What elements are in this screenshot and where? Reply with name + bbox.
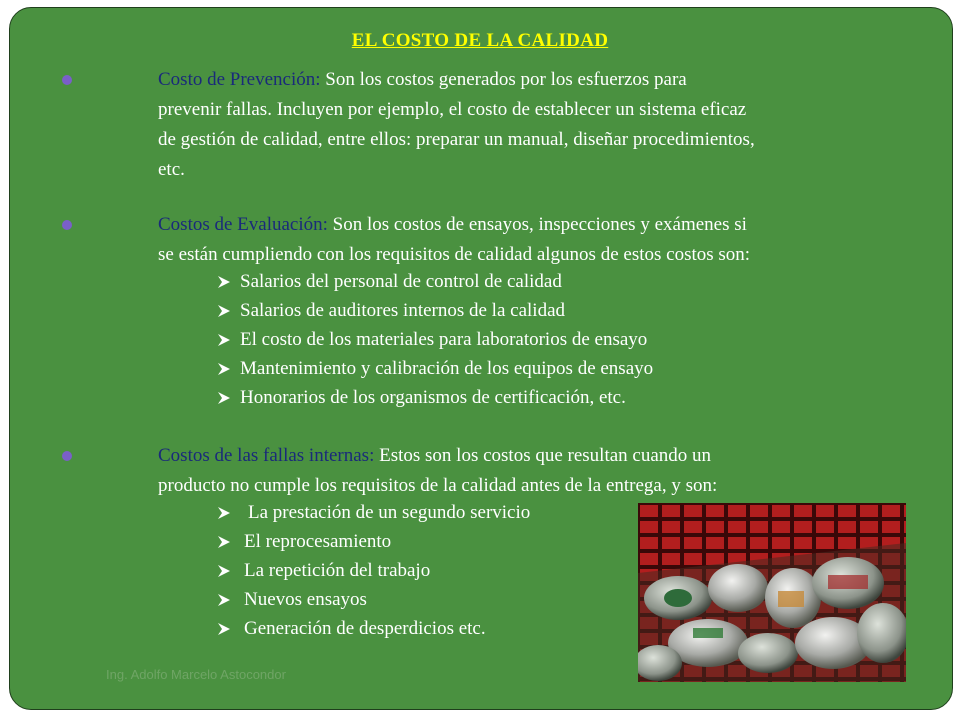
internal-failures-paragraph bbox=[158, 441, 928, 501]
round-bullet-icon bbox=[62, 220, 72, 230]
evaluation-term: Costos de Evaluación: bbox=[158, 214, 328, 235]
arrowhead-icon bbox=[218, 594, 230, 606]
arrowhead-icon bbox=[218, 507, 230, 519]
author-footer: Ing. Adolfo Marcelo Astocondor bbox=[106, 667, 286, 682]
arrowhead-icon bbox=[218, 392, 230, 404]
internal-failures-item: La repetición del trabajo bbox=[218, 556, 430, 586]
internal-failures-item: Nuevos ensayos bbox=[218, 585, 367, 615]
internal-failures-item: La prestación de un segundo servicio bbox=[218, 498, 530, 528]
evaluation-text: Son los costos de ensayos, inspecciones y exámenes si bbox=[327, 214, 747, 235]
internal-failures-text: Estos son los costos que resultan cuando un bbox=[374, 445, 712, 466]
evaluation-line-1 bbox=[158, 210, 928, 240]
arrowhead-icon bbox=[218, 565, 230, 577]
evaluation-paragraph bbox=[158, 210, 928, 270]
prevention-line-3: de gestión de calidad, entre ellos: preparar un manual, diseñar procedimientos, bbox=[158, 129, 755, 150]
prevention-line-2: prevenir fallas. Incluyen por ejemplo, el costo de establecer un sistema eficaz bbox=[158, 99, 747, 120]
prevention-text: Son los costos generados por los esfuerzos para bbox=[320, 69, 687, 90]
arrowhead-icon bbox=[218, 334, 230, 346]
internal-failures-line-2: producto no cumple los requisitos de la calidad antes de la entrega, y son: bbox=[158, 475, 718, 496]
arrowhead-icon bbox=[218, 536, 230, 548]
slide-title: EL COSTO DE LA CALIDAD bbox=[351, 30, 609, 51]
evaluation-item: Salarios de auditores internos de la calidad bbox=[218, 296, 565, 326]
round-bullet-icon bbox=[62, 451, 72, 461]
discarded-cans-photo bbox=[638, 503, 906, 682]
arrowhead-icon bbox=[218, 276, 230, 288]
evaluation-item: Salarios del personal de control de calidad bbox=[218, 267, 562, 297]
internal-failures-item: Generación de desperdicios etc. bbox=[218, 614, 486, 644]
arrowhead-icon bbox=[218, 363, 230, 375]
prevention-line-4: etc. bbox=[158, 159, 185, 180]
evaluation-line-2: se están cumpliendo con los requisitos de calidad algunos de estos costos son: bbox=[158, 244, 751, 265]
internal-failures-item: El reprocesamiento bbox=[218, 527, 391, 557]
prevention-line-1 bbox=[158, 65, 928, 95]
internal-failures-line-1 bbox=[158, 441, 928, 471]
prevention-paragraph bbox=[158, 65, 928, 185]
evaluation-item: Honorarios de los organismos de certificación, etc. bbox=[218, 383, 626, 413]
arrowhead-icon bbox=[218, 623, 230, 635]
prevention-term: Costo de Prevención: bbox=[158, 69, 321, 90]
evaluation-item: Mantenimiento y calibración de los equipos de ensayo bbox=[218, 354, 653, 384]
internal-failures-term: Costos de las fallas internas: bbox=[158, 445, 375, 466]
evaluation-item: El costo de los materiales para laboratorios de ensayo bbox=[218, 325, 647, 355]
arrowhead-icon bbox=[218, 305, 230, 317]
round-bullet-icon bbox=[62, 75, 72, 85]
